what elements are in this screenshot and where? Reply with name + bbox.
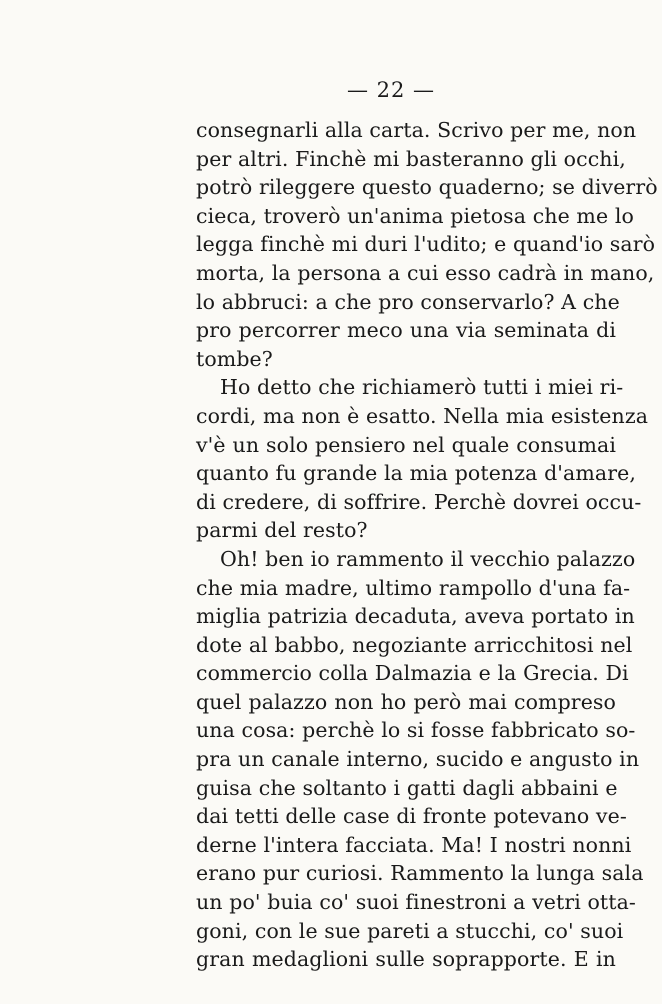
text-line: gran medaglioni sulle soprapporte. E in [196, 947, 616, 972]
text-line: quanto fu grande la mia potenza d'amare, [196, 461, 636, 486]
text-line: morta, la persona a cui esso cadrà in mano, [196, 260, 655, 285]
text-line: Oh! ben io rammento il vecchio palazzo [220, 546, 636, 571]
text-line: miglia patrizia decaduta, aveva portato in [196, 604, 635, 629]
text-line: di credere, di soffrire. Perchè dovrei occu- [196, 489, 642, 514]
text-line: pro percorrer meco una via seminata di [196, 318, 616, 343]
text-line: erano pur curiosi. Rammento la lunga sala [196, 861, 644, 886]
text-line: v'è un solo pensiero nel quale consumai [196, 432, 616, 457]
text-line: un po' buia co' suoi finestroni a vetri otta- [196, 890, 636, 915]
body-text [196, 116, 658, 974]
text-line: commercio colla Dalmazia e la Grecia. Di [196, 661, 629, 686]
text-line: consegnarli alla carta. Scrivo per me, non [196, 118, 637, 142]
text-line: per altri. Finchè mi basteranno gli occhi, [196, 146, 626, 171]
text-line: una cosa: perchè lo si fosse fabbricato so- [196, 718, 636, 743]
text-line: dote al babbo, negoziante arricchitosi nel [196, 632, 633, 657]
text-line: potrò rileggere questo quaderno; se diverrò [196, 175, 658, 200]
text-line: cieca, troverò un'anima pietosa che me lo [196, 203, 634, 228]
text-line: goni, con le sue pareti a stucchi, co' suoi [196, 918, 624, 943]
text-line: cordi, ma non è esatto. Nella mia esistenza [196, 403, 649, 428]
text-line: guisa che soltanto i gatti dagli abbaini e [196, 775, 618, 800]
text-line: che mia madre, ultimo rampollo d'una fa- [196, 575, 631, 600]
text-line: derne l'intera facciata. Ma! I nostri nonni [196, 832, 632, 857]
text-line: dai tetti delle case di fronte potevano ve- [196, 804, 627, 829]
text-line: legga finchè mi duri l'udito; e quand'io sarò [196, 232, 656, 257]
text-line: parmi del resto? [196, 518, 368, 543]
text-line: quel palazzo non ho però mai compreso [196, 689, 616, 714]
page-number: — 22 — [346, 78, 436, 102]
text-line: Ho detto che richiamerò tutti i miei ri- [220, 375, 624, 400]
text-line: tombe? [196, 346, 273, 371]
text-line: lo abbruci: a che pro conservarlo? A che [196, 289, 620, 314]
text-line: pra un canale interno, sucido e angusto in [196, 747, 640, 772]
